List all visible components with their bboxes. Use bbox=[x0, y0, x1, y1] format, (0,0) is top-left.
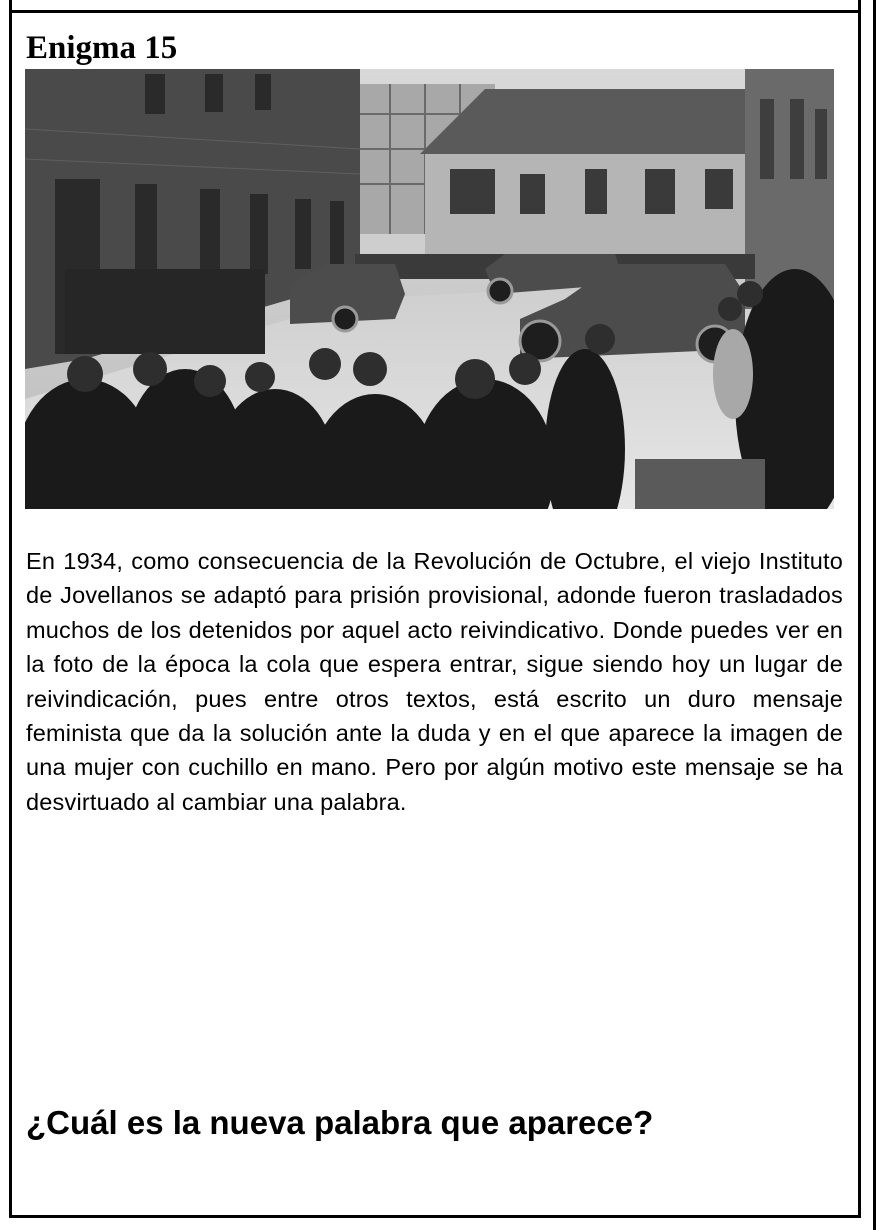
historic-photo-icon bbox=[25, 69, 834, 509]
page-title: Enigma 15 bbox=[26, 30, 178, 66]
enigma-description: En 1934, como consecuencia de la Revolución de Octubre, el viejo Instituto de Jovellanos se adaptó para prisión provisional, adonde fueron trasladados muchos de los detenidos por aquel acto reivindicativo. Donde puedes ver en la foto de la época la cola que espera entrar, sigue siendo hoy un lugar de reivindicación, pues entre otros textos, está escrito un duro mensaje feminista que da la solución ante la duda y en el que aparece la imagen de una mujer con cuchillo en mano. Pero por algún motivo este mensaje se ha desvirtuado al cambiar una palabra. bbox=[26, 548, 843, 815]
historic-photo bbox=[25, 69, 834, 509]
enigma-question: ¿Cuál es la nueva palabra que aparece? bbox=[26, 1104, 654, 1141]
